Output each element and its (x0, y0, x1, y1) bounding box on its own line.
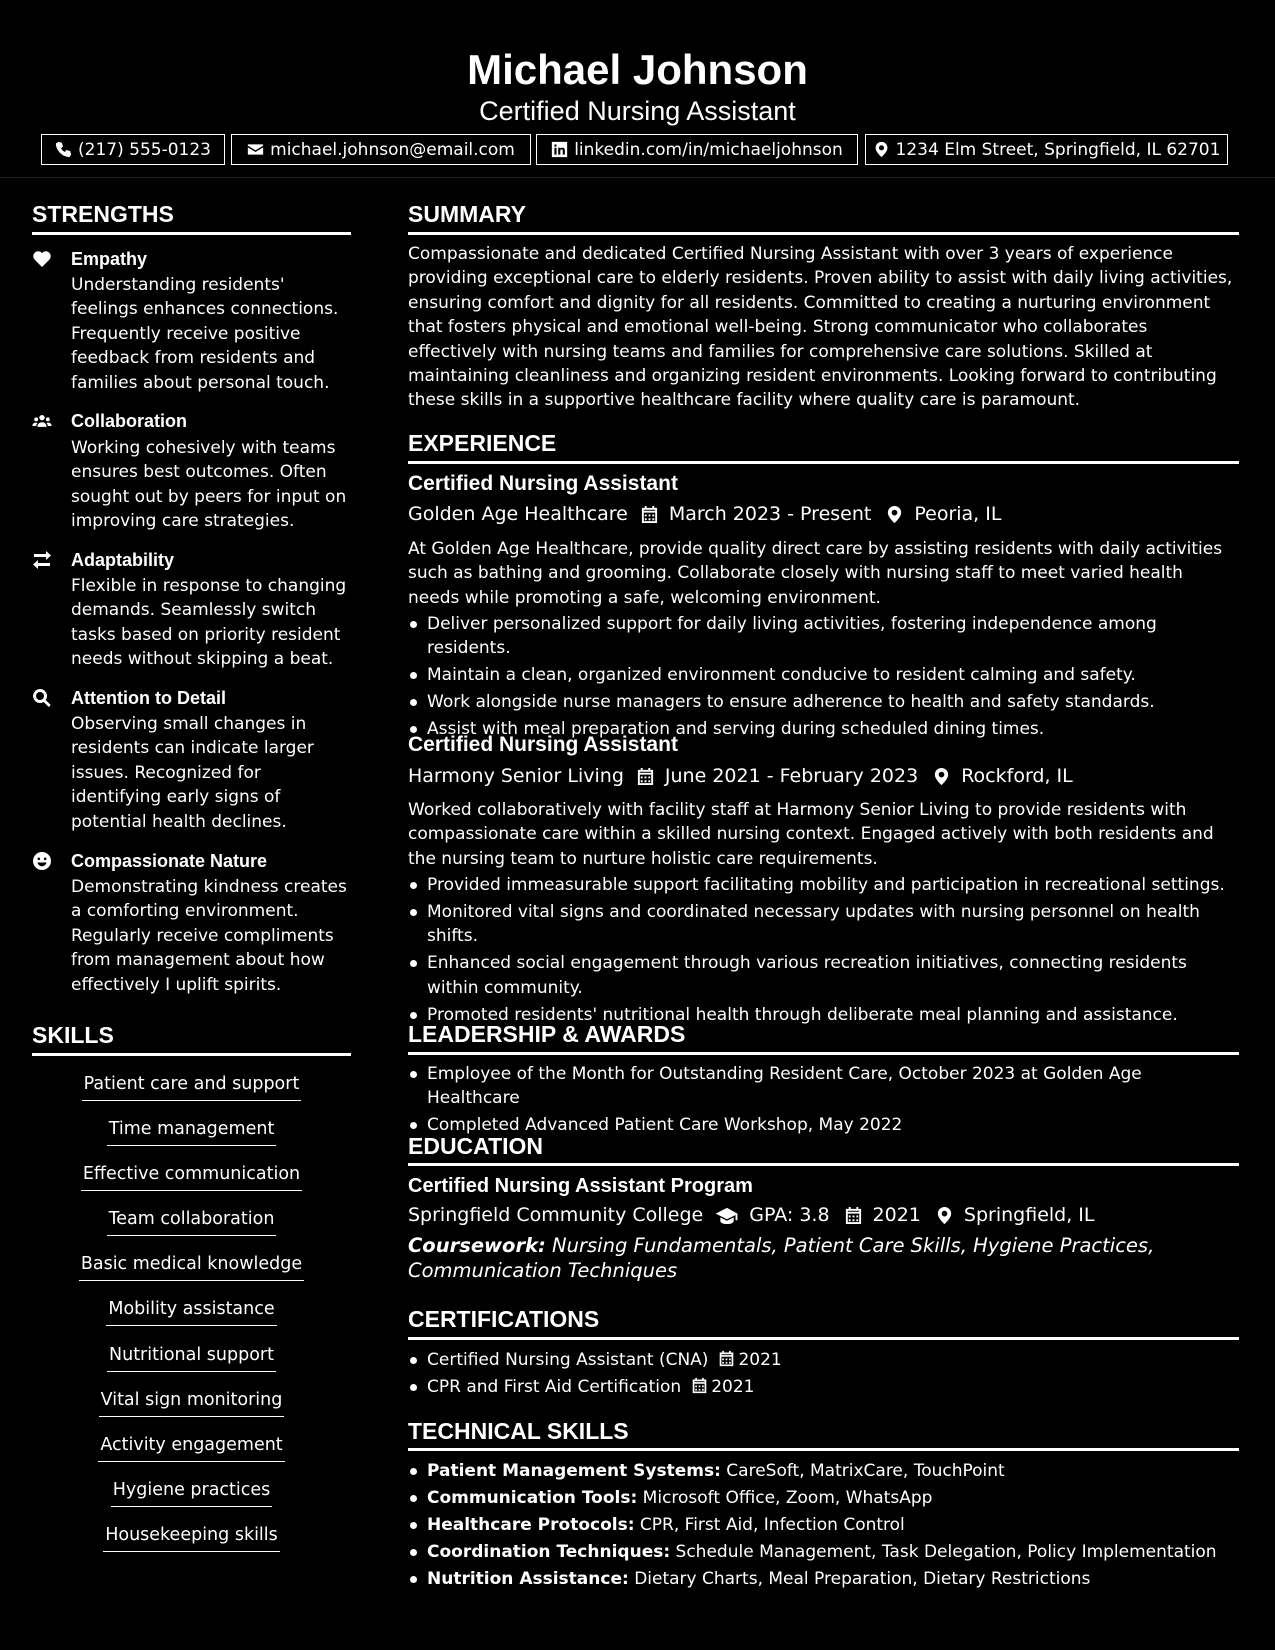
experience-heading: EXPERIENCE (408, 430, 557, 456)
skill-item: Effective communication (32, 1162, 351, 1191)
list-item: Deliver personalized support for daily living activities, fostering independence among residents. (408, 612, 1239, 661)
technical-list (408, 1459, 1239, 1594)
calendar-icon (718, 1350, 735, 1367)
map-pin-icon (873, 141, 890, 158)
strength-title: Collaboration (71, 411, 187, 431)
job-description: Worked collaboratively with facility staff at Harmony Senior Living to provide residents with compassionate care within a skilled nursing context. Engaged actively with both residents and the nursing team to nurture holistic care requirements. (408, 800, 1214, 869)
education-location: Springfield, IL (963, 1204, 1095, 1226)
map-pin-icon (885, 505, 904, 524)
contact-address[interactable] (865, 134, 1228, 165)
job-company: Golden Age Healthcare (408, 503, 628, 525)
envelope-icon (247, 141, 264, 158)
job-dates: March 2023 - Present (668, 503, 872, 525)
job-title: Certified Nursing Assistant (408, 472, 678, 495)
technical-heading: TECHNICAL SKILLS (408, 1418, 629, 1444)
skill-item: Vital sign monitoring (32, 1388, 351, 1417)
list-item: Patient Management Systems: CareSoft, MatrixCare, TouchPoint (408, 1459, 1239, 1483)
list-item: Promoted residents' nutritional health through deliberate meal planning and assistance. (408, 1003, 1239, 1027)
list-item: Coordination Techniques: Schedule Management, Task Delegation, Policy Implementation (408, 1540, 1239, 1564)
strengths-heading: STRENGTHS (32, 201, 174, 227)
list-item: Communication Tools: Microsoft Office, Zoom, WhatsApp (408, 1486, 1239, 1510)
list-item: Maintain a clean, organized environment conducive to resident calming and safety. (408, 663, 1239, 687)
search-icon (32, 688, 52, 708)
list-item: Provided immeasurable support facilitating mobility and participation in recreational settings. (408, 873, 1239, 897)
strength-title: Compassionate Nature (71, 851, 268, 871)
coursework-text: Nursing Fundamentals, Patient Care Skills, Hygiene Practices, Communication Techniques (408, 1234, 1155, 1282)
calendar-icon (844, 1206, 863, 1225)
job-title: Certified Nursing Assistant (408, 733, 678, 756)
list-item: Enhanced social engagement through various recreation initiatives, connecting residents within community. (408, 951, 1239, 1000)
summary-rule (408, 232, 1239, 235)
contact-phone[interactable] (41, 134, 225, 165)
strength-desc: Flexible in response to changing demands. Seamlessly switch tasks based on priority resident needs without skipping a beat. (71, 576, 347, 670)
coursework-label: Coursework: (408, 1234, 546, 1257)
phone-icon (55, 141, 72, 158)
education-heading: EDUCATION (408, 1133, 544, 1159)
certifications-heading: CERTIFICATIONS (408, 1306, 600, 1332)
strength-desc: Working cohesively with teams ensures best outcomes. Often sought out by peers for input on improving care strategies. (71, 438, 347, 532)
list-item: Employee of the Month for Outstanding Resident Care, October 2023 at Golden Age Healthcare (408, 1062, 1239, 1111)
skill-item: Patient care and support (32, 1072, 351, 1101)
email-text: michael.johnson@email.com (270, 139, 515, 160)
resume-header (0, 0, 1275, 178)
calendar-icon (691, 1377, 708, 1394)
job-dates: June 2021 - February 2023 (664, 765, 919, 787)
skill-item: Basic medical knowledge (32, 1252, 351, 1281)
list-item: Monitored vital signs and coordinated necessary updates with nursing personnel on health shifts. (408, 900, 1239, 949)
certifications-list (408, 1348, 1239, 1402)
skill-item: Hygiene practices (32, 1478, 351, 1507)
skill-item: Mobility assistance (32, 1297, 351, 1326)
awards-rule (408, 1052, 1239, 1055)
skill-item: Nutritional support (32, 1343, 351, 1372)
list-item: Certified Nursing Assistant (CNA) 2021 (408, 1348, 1239, 1372)
arrows-exchange-icon (32, 550, 52, 570)
strength-title: Adaptability (71, 550, 175, 570)
strength-desc: Observing small changes in residents can indicate larger issues. Recognized for identifying early signs of potential health declines. (71, 714, 314, 832)
strength-title: Empathy (71, 249, 148, 269)
job-meta (408, 763, 1073, 789)
job-location: Rockford, IL (961, 765, 1073, 787)
education-gpa: GPA: 3.8 (749, 1204, 830, 1226)
strength-desc: Understanding residents' feelings enhances connections. Frequently receive positive feedback from residents and families about personal touch. (71, 275, 339, 393)
skill-item: Time management (32, 1117, 351, 1146)
strength-title: Attention to Detail (71, 688, 226, 708)
job-meta (408, 501, 1001, 527)
summary-heading: SUMMARY (408, 201, 526, 227)
strength-desc: Demonstrating kindness creates a comforting environment. Regularly receive compliments from management about how effectively I uplift spirits. (71, 877, 347, 995)
calendar-icon (636, 767, 655, 786)
skill-item: Activity engagement (32, 1433, 351, 1462)
summary-text: Compassionate and dedicated Certified Nursing Assistant with over 3 years of experience providing exceptional care to elderly residents. Proven ability to assist with daily living activities, ensuring comfort and dignity for all residents. Committed to creating a nurturing environment that fosters physical and emotional well-being. Strong communicator who collaborates effectively with nursing teams and families for comprehensive care solutions. Skilled at maintaining cleanliness and organizing resident environments. Looking forward to contributing these skills in a supportive healthcare facility where quality care is paramount. (408, 244, 1233, 411)
skill-item: Team collaboration (32, 1207, 351, 1236)
list-item: Nutrition Assistance: Dietary Charts, Meal Preparation, Dietary Restrictions (408, 1567, 1239, 1591)
education-school: Springfield Community College (408, 1204, 704, 1226)
coursework (408, 1234, 1239, 1283)
job-company: Harmony Senior Living (408, 765, 624, 787)
candidate-name: Michael Johnson (467, 46, 808, 93)
map-pin-icon (935, 1206, 954, 1225)
job-bullets (408, 873, 1239, 1030)
strengths-rule (32, 232, 351, 235)
candidate-title: Certified Nursing Assistant (479, 96, 796, 126)
education-rule (408, 1163, 1239, 1166)
smile-icon (32, 851, 52, 871)
map-pin-icon (932, 767, 951, 786)
list-item: Assist with meal preparation and serving during scheduled dining times. (408, 717, 1239, 741)
certifications-rule (408, 1337, 1239, 1340)
awards-list (408, 1062, 1239, 1140)
address-text: 1234 Elm Street, Springfield, IL 62701 (895, 139, 1221, 160)
list-item: Healthcare Protocols: CPR, First Aid, Infection Control (408, 1513, 1239, 1537)
skills-rule (32, 1053, 351, 1056)
job-location: Peoria, IL (914, 503, 1002, 525)
technical-rule (408, 1448, 1239, 1451)
calendar-icon (640, 505, 659, 524)
phone-text: (217) 555-0123 (78, 139, 211, 160)
job-bullets (408, 612, 1239, 744)
awards-heading: LEADERSHIP & AWARDS (408, 1021, 686, 1047)
users-icon (32, 411, 52, 431)
linkedin-icon (551, 141, 568, 158)
heart-icon (32, 249, 52, 269)
skill-item: Housekeeping skills (32, 1523, 351, 1552)
graduation-cap-icon (715, 1206, 739, 1225)
list-item: Work alongside nurse managers to ensure adherence to health and safety standards. (408, 690, 1239, 714)
education-meta (408, 1202, 1095, 1228)
contact-linkedin[interactable] (536, 134, 858, 165)
linkedin-text: linkedin.com/in/michaeljohnson (574, 139, 843, 160)
list-item: CPR and First Aid Certification 2021 (408, 1375, 1239, 1399)
job-description: At Golden Age Healthcare, provide quality direct care by assisting residents with daily activities such as bathing and grooming. Collaborate closely with nursing staff to meet varied health needs while promoting a safe, welcoming environment. (408, 539, 1223, 608)
list-item: Completed Advanced Patient Care Workshop, May 2022 (408, 1113, 1239, 1137)
education-program: Certified Nursing Assistant Program (408, 1175, 753, 1197)
skills-heading: SKILLS (32, 1022, 114, 1048)
contact-email[interactable] (231, 134, 531, 165)
education-year: 2021 (872, 1204, 921, 1226)
experience-rule (408, 461, 1239, 464)
